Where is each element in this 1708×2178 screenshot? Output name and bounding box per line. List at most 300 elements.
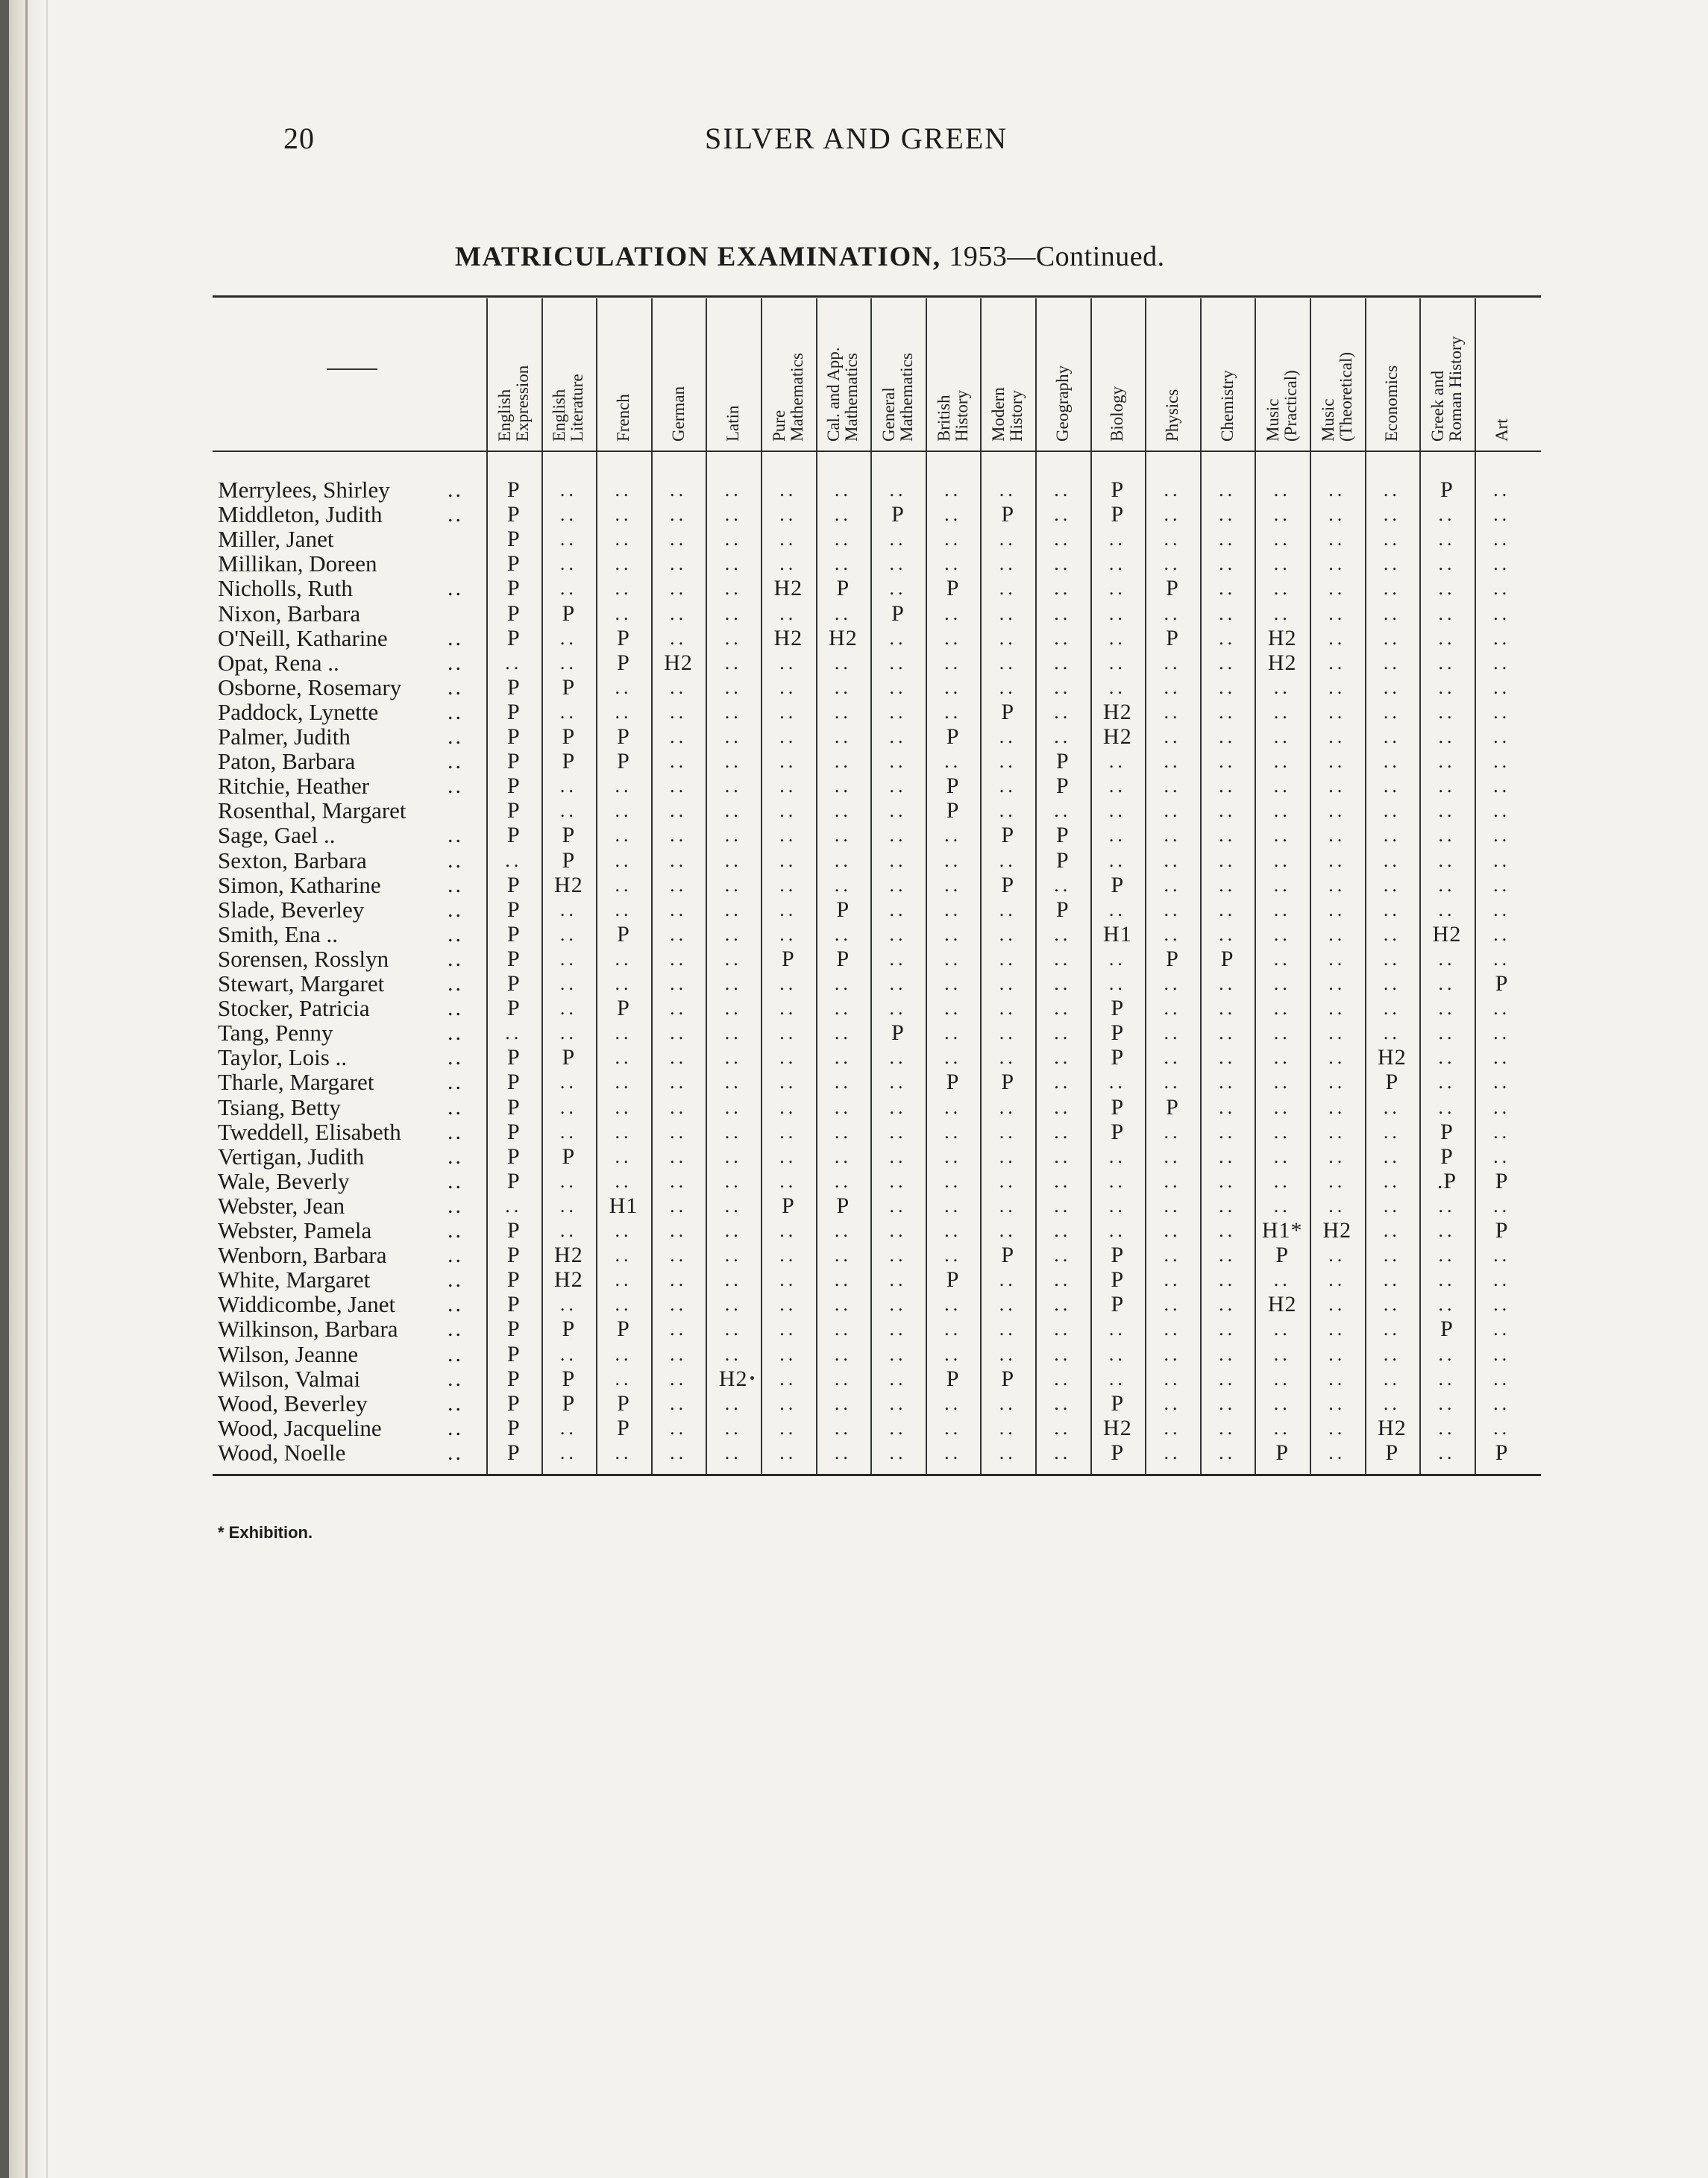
result-cell-empty: .. xyxy=(724,1096,742,1118)
column-header-line: History xyxy=(1007,390,1026,442)
name-leader-dots: .. xyxy=(448,897,463,922)
result-cell-empty: .. xyxy=(1328,1145,1346,1167)
result-cell-empty: .. xyxy=(1164,1244,1181,1267)
result-cell-empty: .. xyxy=(889,676,907,698)
result-cell: P xyxy=(506,502,521,527)
result-cell-empty: .. xyxy=(1328,1293,1346,1316)
result-cell-empty: .. xyxy=(999,1293,1017,1316)
result-cell-empty: .. xyxy=(670,1392,688,1414)
result-cell-empty: .. xyxy=(1493,1194,1511,1217)
result-cell-empty: .. xyxy=(724,651,742,674)
column-header xyxy=(1164,389,1181,442)
result-cell-empty: .. xyxy=(1108,973,1126,994)
result-cell-empty: .. xyxy=(615,775,632,797)
result-cell: .P xyxy=(1437,1168,1457,1193)
result-cell: H2 xyxy=(664,650,693,675)
result-cell: P xyxy=(1440,477,1454,502)
column-header-line: Mathematics xyxy=(897,353,916,442)
result-cell-empty: .. xyxy=(1328,1046,1346,1069)
result-cell-empty: .. xyxy=(1164,651,1181,674)
name-leader-dots: .. xyxy=(448,1045,463,1070)
result-cell-empty: .. xyxy=(779,923,797,945)
result-cell: P xyxy=(781,946,795,971)
result-cell-empty: .. xyxy=(1164,700,1181,723)
result-cell-empty: .. xyxy=(559,577,577,600)
result-cell: P xyxy=(836,897,850,922)
result-cell-empty: .. xyxy=(999,1194,1017,1217)
result-cell-empty: .. xyxy=(1438,553,1456,575)
result-cell: P xyxy=(1111,1094,1125,1120)
result-cell-empty: .. xyxy=(1328,602,1346,624)
result-cell: P xyxy=(506,921,521,947)
result-cell-empty: .. xyxy=(944,503,962,526)
result-cell-empty: .. xyxy=(1328,651,1346,674)
result-cell: P xyxy=(836,576,850,601)
result-cell-empty: .. xyxy=(944,997,962,1020)
result-cell-empty: .. xyxy=(1493,726,1511,747)
result-cell-empty: .. xyxy=(1493,775,1511,797)
column-header-line: Mathematics xyxy=(787,353,806,442)
result-cell: P xyxy=(946,773,960,799)
result-cell-empty: .. xyxy=(779,1293,797,1316)
result-cell-empty: .. xyxy=(1108,750,1126,773)
result-cell: P xyxy=(506,600,521,626)
result-cell-empty: .. xyxy=(1108,1220,1126,1241)
result-cell-empty: .. xyxy=(834,1220,852,1241)
result-cell-empty: .. xyxy=(944,873,962,896)
result-cell-empty: .. xyxy=(505,1022,523,1044)
result-cell-empty: .. xyxy=(779,750,797,773)
result-cell-empty: .. xyxy=(615,973,632,994)
result-cell: H2 xyxy=(718,1366,748,1391)
result-cell-empty: .. xyxy=(1438,627,1456,649)
result-cell-empty: .. xyxy=(1219,849,1237,871)
result-cell-empty: .. xyxy=(944,1220,962,1241)
result-cell-empty: .. xyxy=(1054,577,1072,600)
result-cell-empty: .. xyxy=(999,750,1017,773)
column-header-line: (Theoretical) xyxy=(1336,351,1355,442)
result-cell-empty: .. xyxy=(724,1022,742,1044)
result-cell: P xyxy=(1111,477,1125,502)
result-cell-empty: .. xyxy=(1273,775,1291,797)
result-cell-empty: .. xyxy=(779,602,797,624)
result-cell-empty: .. xyxy=(559,898,577,920)
result-cell-empty: .. xyxy=(834,1392,852,1414)
result-cell-empty: .. xyxy=(1328,1170,1346,1192)
result-cell: P xyxy=(1001,1070,1015,1095)
result-cell-empty: .. xyxy=(944,1170,962,1192)
column-header-line: Mathematics xyxy=(842,353,861,442)
result-cell-empty: .. xyxy=(1054,1244,1072,1267)
result-cell: P xyxy=(1111,1292,1125,1317)
result-cell-empty: .. xyxy=(559,479,577,500)
column-header-line: Expression xyxy=(512,365,532,442)
result-cell-empty: .. xyxy=(999,1343,1017,1365)
name-leader-dots: .. xyxy=(448,1020,463,1046)
result-cell-empty: .. xyxy=(559,947,577,970)
result-cell-empty: .. xyxy=(1219,1318,1237,1340)
result-cell-empty: .. xyxy=(834,528,852,550)
result-cell-empty: .. xyxy=(615,1367,632,1390)
result-cell-empty: .. xyxy=(1383,898,1401,920)
result-cell-empty: .. xyxy=(779,528,797,550)
result-cell-empty: .. xyxy=(1438,1244,1456,1267)
name-leader-dots: .. xyxy=(448,1193,463,1218)
result-cell-empty: .. xyxy=(999,1318,1017,1340)
result-cell-empty: .. xyxy=(1219,1244,1237,1267)
result-cell-empty: .. xyxy=(724,1120,742,1143)
result-cell-empty: .. xyxy=(889,1046,907,1069)
result-cell-empty: .. xyxy=(1219,528,1237,550)
result-cell: P xyxy=(946,576,960,601)
result-cell-empty: .. xyxy=(1493,1145,1511,1167)
result-cell-empty: .. xyxy=(834,1269,852,1291)
result-cell-empty: .. xyxy=(999,676,1017,698)
result-cell-empty: .. xyxy=(944,750,962,773)
result-cell-empty: .. xyxy=(559,1120,577,1143)
result-cell-empty: .. xyxy=(889,923,907,945)
result-cell-empty: .. xyxy=(834,1416,852,1439)
table-title xyxy=(455,240,1165,273)
result-cell-empty: .. xyxy=(724,676,742,698)
result-cell-empty: .. xyxy=(1273,528,1291,550)
result-cell-empty: .. xyxy=(1273,1194,1291,1217)
result-cell-empty: .. xyxy=(670,627,688,649)
column-header xyxy=(880,353,916,442)
result-cell-empty: .. xyxy=(1054,1096,1072,1118)
result-cell-empty: .. xyxy=(944,1022,962,1044)
result-cell-empty: .. xyxy=(1164,1194,1181,1217)
result-cell: P xyxy=(1055,773,1070,799)
result-cell-empty: .. xyxy=(1219,627,1237,649)
result-cell: H2 xyxy=(1378,1415,1407,1440)
result-cell: P xyxy=(1440,1143,1454,1169)
result-cell-empty: .. xyxy=(1493,1343,1511,1365)
result-cell: P xyxy=(562,749,576,774)
result-cell: P xyxy=(617,921,630,947)
result-cell-empty: .. xyxy=(1438,1367,1456,1390)
result-cell-empty: .. xyxy=(1383,1318,1401,1340)
result-cell-empty: .. xyxy=(889,849,907,871)
result-cell-empty: .. xyxy=(889,824,907,847)
student-name: Sage, Gael .. xyxy=(218,822,336,849)
result-cell-empty: .. xyxy=(1328,997,1346,1020)
result-cell-empty: .. xyxy=(889,1244,907,1267)
result-cell-empty: .. xyxy=(1219,1046,1237,1069)
result-cell-empty: .. xyxy=(559,1441,577,1463)
result-cell-empty: .. xyxy=(724,602,742,624)
result-cell-empty: .. xyxy=(1383,1096,1401,1118)
result-cell-empty: .. xyxy=(999,775,1017,797)
result-cell-empty: .. xyxy=(1164,1170,1181,1192)
result-cell-empty: .. xyxy=(1108,898,1126,920)
result-cell: P xyxy=(506,1143,521,1169)
result-cell: P xyxy=(506,1267,521,1293)
result-cell-empty: .. xyxy=(1438,726,1456,747)
student-name: Smith, Ena .. xyxy=(218,920,339,947)
column-header-line: Economics xyxy=(1382,365,1401,442)
result-cell: H2 xyxy=(1432,921,1462,947)
result-cell-empty: .. xyxy=(1219,1022,1237,1044)
result-cell-empty: .. xyxy=(670,824,688,847)
result-cell-empty: .. xyxy=(1108,947,1126,970)
result-cell-empty: .. xyxy=(559,553,577,575)
result-cell-empty: .. xyxy=(944,627,962,649)
result-cell-empty: .. xyxy=(1054,1145,1072,1167)
result-cell: H2 xyxy=(829,625,858,650)
result-cell: P xyxy=(506,1168,521,1193)
result-cell-empty: .. xyxy=(1493,997,1511,1020)
result-cell: P xyxy=(562,1366,576,1391)
result-cell-empty: .. xyxy=(1383,923,1401,945)
result-cell: H2 xyxy=(1103,724,1132,749)
result-cell: P xyxy=(506,551,521,577)
name-leader-dots: .. xyxy=(448,1168,463,1193)
result-cell: H1 xyxy=(609,1193,638,1218)
result-cell-empty: .. xyxy=(889,1343,907,1365)
result-cell-empty: .. xyxy=(1438,1392,1456,1414)
result-cell: H2 xyxy=(554,1243,583,1268)
name-leader-dots: .. xyxy=(448,1070,463,1095)
result-cell: H1 xyxy=(1103,921,1132,947)
result-cell-empty: .. xyxy=(670,997,688,1020)
name-leader-dots: .. xyxy=(448,1292,463,1317)
result-cell: P xyxy=(506,1218,521,1243)
result-cell-empty: .. xyxy=(1273,973,1291,994)
result-cell-empty: .. xyxy=(670,1220,688,1241)
student-name: Miller, Janet xyxy=(218,526,334,553)
result-cell-empty: .. xyxy=(1438,849,1456,871)
result-cell-empty: .. xyxy=(889,1318,907,1340)
result-cell: P xyxy=(1055,823,1070,848)
student-name: Rosenthal, Margaret xyxy=(218,797,406,824)
result-cell-empty: .. xyxy=(615,479,632,500)
result-cell-empty: .. xyxy=(779,973,797,994)
result-cell-empty: .. xyxy=(615,577,632,600)
result-cell-empty: .. xyxy=(944,1120,962,1143)
result-cell-empty: .. xyxy=(615,1269,632,1291)
result-cell-empty: .. xyxy=(1383,479,1401,500)
result-cell-empty: .. xyxy=(1164,553,1181,575)
result-cell: P xyxy=(946,1070,960,1095)
result-cell-empty: .. xyxy=(1383,1367,1401,1390)
name-leader-dots: .. xyxy=(448,971,463,996)
name-leader-dots: .. xyxy=(448,996,463,1021)
result-cell-empty: .. xyxy=(1273,553,1291,575)
result-cell-empty: .. xyxy=(724,1343,742,1365)
result-cell-empty: .. xyxy=(724,479,742,500)
result-cell-empty: .. xyxy=(834,873,852,896)
result-cell: P xyxy=(506,576,521,601)
result-cell-empty: .. xyxy=(889,1392,907,1414)
result-cell-empty: .. xyxy=(834,479,852,500)
result-cell-empty: .. xyxy=(1438,676,1456,698)
result-cell-empty: .. xyxy=(724,1416,742,1439)
result-cell-empty: .. xyxy=(834,651,852,674)
column-header-line: Greek and xyxy=(1428,370,1447,442)
result-cell-empty: .. xyxy=(1438,973,1456,994)
result-cell: P xyxy=(617,724,630,749)
result-cell-empty: .. xyxy=(615,553,632,575)
result-cell-empty: .. xyxy=(1219,577,1237,600)
result-cell: P xyxy=(1111,1267,1125,1293)
name-leader-dots: .. xyxy=(448,1094,463,1120)
result-cell: P xyxy=(506,1440,521,1465)
student-name: Osborne, Rosemary xyxy=(218,674,402,700)
result-cell: P xyxy=(506,749,521,774)
result-cell-empty: .. xyxy=(1438,775,1456,797)
result-cell-empty: .. xyxy=(724,1244,742,1267)
result-cell-empty: .. xyxy=(1493,947,1511,970)
result-cell-empty: .. xyxy=(724,898,742,920)
result-cell-empty: .. xyxy=(1054,923,1072,945)
result-cell-empty: .. xyxy=(559,1071,577,1093)
result-cell: P xyxy=(617,650,630,675)
result-cell-empty: .. xyxy=(1328,1022,1346,1044)
result-cell: P xyxy=(617,1316,630,1342)
result-cell-empty: .. xyxy=(1164,1220,1181,1241)
result-cell-empty: .. xyxy=(834,750,852,773)
result-cell: P xyxy=(506,1292,521,1317)
table-top-rule xyxy=(213,295,1541,298)
result-cell: P xyxy=(562,1316,576,1342)
result-cell-empty: .. xyxy=(1054,1318,1072,1340)
name-leader-dots: .. xyxy=(448,650,463,675)
result-cell-empty: .. xyxy=(779,898,797,920)
result-cell-empty: .. xyxy=(1108,528,1126,550)
result-cell: P xyxy=(617,1390,630,1416)
result-cell-empty: .. xyxy=(1054,1416,1072,1439)
result-cell-empty: .. xyxy=(999,1022,1017,1044)
result-cell-empty: .. xyxy=(834,1343,852,1365)
result-cell-empty: .. xyxy=(834,775,852,797)
result-cell-empty: .. xyxy=(1219,800,1237,822)
result-cell-empty: .. xyxy=(1493,1416,1511,1439)
result-cell-empty: .. xyxy=(1493,528,1511,550)
result-cell-empty: .. xyxy=(944,923,962,945)
result-cell: H1* xyxy=(1261,1218,1303,1243)
result-cell-empty: .. xyxy=(944,602,962,624)
result-cell-empty: .. xyxy=(670,676,688,698)
result-cell-empty: .. xyxy=(944,700,962,723)
result-cell-empty: .. xyxy=(1383,775,1401,797)
result-cell: P xyxy=(1275,1243,1290,1268)
result-cell: P xyxy=(562,674,576,700)
result-cell: P xyxy=(1111,1119,1125,1144)
result-cell-empty: .. xyxy=(670,1194,688,1217)
result-cell-empty: .. xyxy=(944,1293,962,1316)
result-cell-empty: .. xyxy=(559,997,577,1020)
result-cell-empty: .. xyxy=(779,775,797,797)
result-cell-empty: .. xyxy=(834,1441,852,1463)
result-cell-empty: .. xyxy=(1219,1145,1237,1167)
result-cell: P xyxy=(506,1316,521,1342)
name-leader-dots: .. xyxy=(448,1341,463,1366)
result-cell-empty: .. xyxy=(1383,651,1401,674)
result-cell: P xyxy=(1001,1366,1015,1391)
result-cell-empty: .. xyxy=(1383,528,1401,550)
student-name: Stewart, Margaret xyxy=(218,970,385,997)
result-cell-empty: .. xyxy=(615,1071,632,1093)
result-cell-empty: .. xyxy=(1383,676,1401,698)
result-cell: P xyxy=(506,946,521,971)
result-cell-empty: .. xyxy=(615,800,632,822)
result-cell-empty: .. xyxy=(724,1145,742,1167)
column-header-line: British xyxy=(934,395,953,442)
result-cell-empty: .. xyxy=(944,973,962,994)
result-cell-empty: .. xyxy=(1438,1220,1456,1241)
result-cell-empty: .. xyxy=(1164,676,1181,698)
result-cell-empty: .. xyxy=(1054,1194,1072,1217)
result-cell: H2 xyxy=(1267,650,1297,675)
result-cell: P xyxy=(891,1020,905,1046)
result-cell-empty: .. xyxy=(779,1220,797,1241)
result-cell-empty: .. xyxy=(779,1071,797,1093)
student-name: Tweddell, Elisabeth xyxy=(218,1118,401,1145)
student-name: Sorensen, Rosslyn xyxy=(218,945,389,972)
result-cell: P xyxy=(946,1267,960,1293)
result-cell-empty: .. xyxy=(1219,973,1237,994)
student-name: Millikan, Doreen xyxy=(218,550,377,577)
name-leader-dots: .. xyxy=(448,823,463,848)
result-cell: P xyxy=(1111,1243,1125,1268)
result-cell-empty: .. xyxy=(1493,849,1511,871)
result-cell-empty: .. xyxy=(1438,898,1456,920)
result-cell-empty: .. xyxy=(1219,1220,1237,1241)
result-cell-empty: .. xyxy=(1438,1022,1456,1044)
result-cell-empty: .. xyxy=(999,627,1017,649)
result-cell-empty: .. xyxy=(1328,849,1346,871)
result-cell-empty: .. xyxy=(1108,1071,1126,1093)
result-cell-empty: .. xyxy=(1493,1046,1511,1069)
result-cell-empty: .. xyxy=(670,1367,688,1390)
result-cell-empty: .. xyxy=(1273,750,1291,773)
result-cell-empty: .. xyxy=(1164,1120,1181,1143)
name-leader-dots: .. xyxy=(448,1316,463,1342)
result-cell: P xyxy=(562,823,576,848)
result-cell-empty: .. xyxy=(1273,602,1291,624)
result-cell-empty: .. xyxy=(724,528,742,550)
result-cell-empty: .. xyxy=(670,849,688,871)
result-cell-empty: .. xyxy=(615,1343,632,1365)
result-cell-empty: .. xyxy=(670,1096,688,1118)
name-leader-dots: .. xyxy=(448,1243,463,1268)
result-cell-empty: .. xyxy=(1493,700,1511,723)
result-cell-empty: .. xyxy=(615,1046,632,1069)
student-name: Tsiang, Betty xyxy=(218,1093,341,1120)
result-cell-empty: .. xyxy=(1219,824,1237,847)
result-cell-empty: .. xyxy=(1108,627,1126,649)
result-cell: P xyxy=(946,1366,960,1391)
column-header xyxy=(770,353,806,442)
result-cell-empty: .. xyxy=(1328,873,1346,896)
column-header-line: Music xyxy=(1318,398,1337,442)
result-cell-empty: .. xyxy=(1328,1194,1346,1217)
result-cell-empty: .. xyxy=(615,1170,632,1192)
result-cell-empty: .. xyxy=(1219,553,1237,575)
result-cell-empty: .. xyxy=(1054,627,1072,649)
column-header xyxy=(1219,370,1237,442)
result-cell: P xyxy=(781,1193,795,1218)
result-cell-empty: .. xyxy=(1383,824,1401,847)
column-header-line: Modern xyxy=(989,387,1008,442)
result-cell-empty: .. xyxy=(670,973,688,994)
result-cell-empty: .. xyxy=(1493,1318,1511,1340)
student-name: Wood, Beverley xyxy=(218,1390,368,1416)
result-cell-empty: .. xyxy=(1108,577,1126,600)
result-cell-empty: .. xyxy=(944,1318,962,1340)
result-cell-empty: .. xyxy=(1054,726,1072,747)
